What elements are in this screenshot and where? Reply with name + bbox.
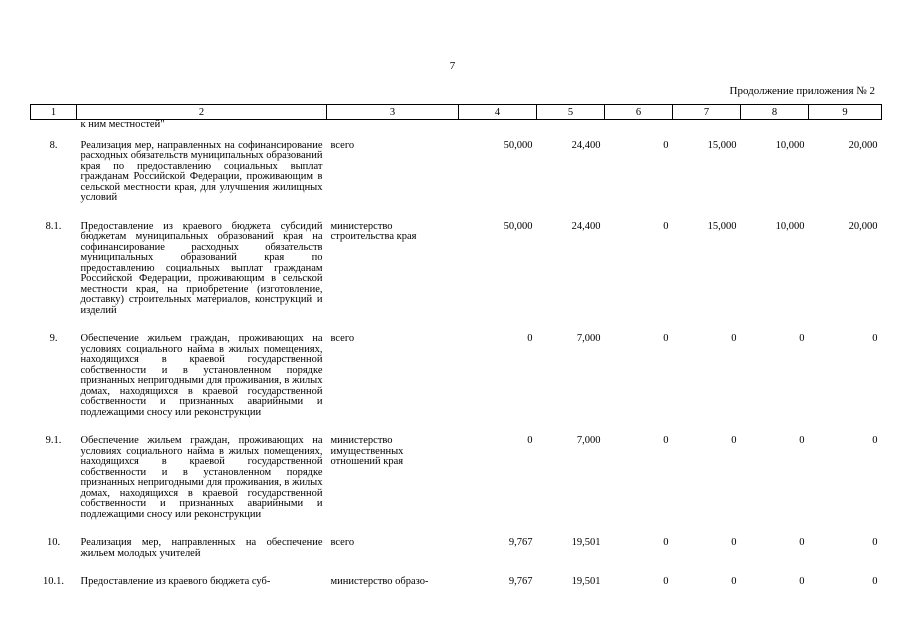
- row-name: Предоставление из краевого бюджета суб-: [80, 576, 271, 587]
- continuation-label: Продолжение приложения № 2: [729, 85, 875, 97]
- row-value-9: 0: [872, 576, 878, 587]
- row-value-4: 9,767: [508, 576, 533, 587]
- row-value-4: 9,767: [508, 537, 533, 548]
- table-row: [31, 141, 882, 204]
- row-name: Обеспечение жильем граждан, проживающих на условиях социального найма в жилых помещениях, находящихся в краевой государственной собственности и в установленном порядке признанных непригодными для проживания, в жилых домах, находящихся в краевой государственной собственности и признанных аварийными и подлежащими сносу или реконструкции: [80, 435, 323, 520]
- table-row: [31, 577, 882, 588]
- row-responsible: всего: [330, 537, 355, 548]
- row-value-8: 0: [799, 333, 805, 344]
- column-header-1: 1: [31, 105, 77, 120]
- row-number: 8.: [49, 139, 58, 151]
- row-value-9: 0: [872, 435, 878, 446]
- column-header-6: 6: [605, 105, 673, 120]
- row-responsible: министерство образо-: [330, 576, 429, 587]
- row-value-5: 19,501: [571, 576, 601, 587]
- table-row: [31, 538, 882, 559]
- row-value-6: 0: [663, 139, 669, 151]
- row-value-8: 0: [799, 435, 805, 446]
- row-value-6: 0: [663, 220, 669, 232]
- row-value-9: 0: [872, 333, 878, 344]
- page-number: 7: [449, 60, 456, 72]
- row-value-7: 0: [731, 435, 737, 446]
- row-value-7: 15,000: [707, 139, 737, 151]
- row-number: 9.: [49, 333, 58, 344]
- row-value-8: 0: [799, 576, 805, 587]
- row-number: 9.1.: [45, 435, 62, 446]
- row-value-7: 0: [731, 333, 737, 344]
- fragment-text: к ним местностей": [80, 119, 165, 130]
- row-value-9: 20,000: [848, 220, 878, 232]
- column-header-5: 5: [537, 105, 605, 120]
- row-name: Реализация мер, направленных на обеспечение жильем молодых учителей: [80, 537, 323, 559]
- row-value-8: 0: [799, 537, 805, 548]
- row-responsible: министерство строительства края: [330, 220, 417, 242]
- row-value-7: 0: [731, 537, 737, 548]
- column-header-9: 9: [809, 105, 882, 120]
- column-header-3: 3: [327, 105, 459, 120]
- row-value-4: 50,000: [503, 220, 533, 232]
- row-value-8: 10,000: [775, 220, 805, 232]
- row-value-7: 15,000: [707, 220, 737, 232]
- row-value-4: 50,000: [503, 139, 533, 151]
- table-row: [31, 334, 882, 418]
- table-row: [31, 436, 882, 520]
- row-responsible: всего: [330, 333, 355, 344]
- row-value-5: 24,400: [571, 220, 601, 232]
- row-value-5: 7,000: [576, 333, 601, 344]
- appendix-table: [30, 104, 882, 588]
- row-number: 10.: [46, 537, 61, 548]
- header-row: [31, 105, 882, 120]
- row-value-6: 0: [663, 435, 669, 446]
- row-value-4: 0: [527, 333, 533, 344]
- row-value-4: 0: [527, 435, 533, 446]
- column-header-8: 8: [741, 105, 809, 120]
- row-responsible: министерство имущественных отношений края: [330, 435, 404, 467]
- row-value-7: 0: [731, 576, 737, 587]
- column-header-4: 4: [459, 105, 537, 120]
- fragment-row: [31, 120, 882, 131]
- row-number: 10.1.: [43, 576, 64, 587]
- row-value-6: 0: [663, 537, 669, 548]
- row-value-5: 7,000: [576, 435, 601, 446]
- row-value-8: 10,000: [775, 139, 805, 151]
- row-name: Обеспечение жильем граждан, проживающих на условиях социального найма в жилых помещениях, находящихся в краевой государственной собственности и в установленном порядке признанных непригодными для проживания, в жилых домах, находящихся в краевой государственной собственности и признанных аварийными и подлежащими сносу или реконструкции: [80, 333, 323, 418]
- row-number: 8.1.: [45, 220, 62, 232]
- row-name: Реализация мер, направленных на софинансирование расходных обязательств муниципальных образований края по предоставлению социальных выплат гражданам Российской Федерации, проживающим в сельской местности края, для улучшения жилищных условий: [80, 139, 323, 203]
- column-header-7: 7: [673, 105, 741, 120]
- row-value-6: 0: [663, 576, 669, 587]
- row-value-5: 24,400: [571, 139, 601, 151]
- row-name: Предоставление из краевого бюджета субсидий бюджетам муниципальных образований края на софинансирование расходных обязательств муниципальных образований края по предоставлению социальных выплат гражданам Российской Федерации, проживающим в сельской местности края, на приобретение (изготовление, доставку) строительных материалов, конструкций и изделий: [80, 220, 323, 316]
- row-value-5: 19,501: [571, 537, 601, 548]
- row-value-9: 20,000: [848, 139, 878, 151]
- table-row: [31, 222, 882, 317]
- column-header-2: 2: [77, 105, 327, 120]
- row-value-9: 0: [872, 537, 878, 548]
- row-responsible: всего: [330, 139, 355, 151]
- row-value-6: 0: [663, 333, 669, 344]
